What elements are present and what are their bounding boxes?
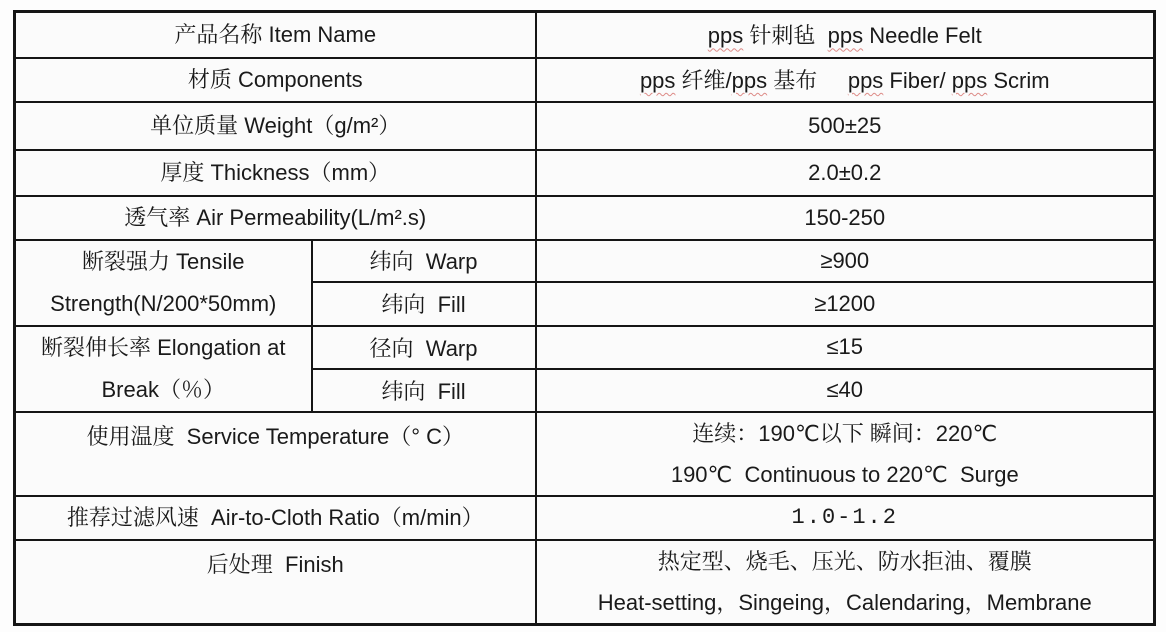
finish-line2: Heat-setting，Singeing，Calendaring，Membrane: [597, 589, 1092, 615]
row-air-to-cloth: [15, 496, 1155, 540]
tensile-fill-label: 纬向 Fill: [312, 282, 536, 326]
components-value: [536, 58, 1155, 102]
elongation-warp-label: 径向 Warp: [312, 326, 536, 369]
value-text: Needle Felt: [863, 23, 982, 49]
item-name-label: 产品名称 Item Name: [15, 12, 536, 58]
row-finish: [15, 540, 1155, 625]
value-text: Fiber/: [883, 68, 952, 93]
pps-word: pps: [731, 68, 768, 93]
row-components: [15, 58, 1155, 102]
value-text: 针刺毡: [743, 23, 828, 49]
air-to-cloth-value: 1.0-1.2: [536, 496, 1155, 540]
elongation-label: 断裂伸长率 Elongation at Break（％）: [15, 326, 312, 412]
service-temperature-line1: 连续：190℃以下 瞬间：220℃: [692, 420, 998, 446]
pps-word: pps: [707, 23, 744, 49]
air-to-cloth-label: 推荐过滤风速 Air-to-Cloth Ratio（m/min）: [15, 496, 536, 540]
row-item-name: [15, 12, 1155, 58]
value-text: 基布: [767, 68, 848, 93]
tensile-fill-value: ≥1200: [536, 282, 1155, 326]
pps-word: pps: [827, 23, 864, 49]
tensile-strength-label: 断裂强力 Tensile Strength(N/200*50mm): [15, 240, 312, 326]
item-name-value: [536, 12, 1155, 58]
service-temperature-label: 使用温度 Service Temperature（° C）: [15, 412, 536, 496]
pps-word: pps: [639, 68, 676, 93]
thickness-value: 2.0±0.2: [536, 150, 1155, 196]
row-service-temperature: [15, 412, 1155, 496]
finish-label: 后处理 Finish: [15, 540, 536, 625]
row-elongation-warp: [15, 326, 1155, 369]
weight-value: 500±25: [536, 102, 1155, 150]
row-air-permeability: [15, 196, 1155, 240]
finish-value: [536, 540, 1155, 625]
finish-line1: 热定型、烧毛、压光、防水拒油、覆膜: [657, 548, 1032, 574]
value-text: 纤维/: [675, 68, 732, 93]
thickness-label: 厚度 Thickness（mm）: [15, 150, 536, 196]
pps-word: pps: [951, 68, 988, 93]
spec-table: [13, 10, 1156, 626]
row-thickness: [15, 150, 1155, 196]
components-label: 材质 Components: [15, 58, 536, 102]
air-permeability-value: 150-250: [536, 196, 1155, 240]
elongation-fill-label: 纬向 Fill: [312, 369, 536, 412]
elongation-warp-value: ≤15: [536, 326, 1155, 369]
air-permeability-label: 透气率 Air Permeability(L/m².s): [15, 196, 536, 240]
service-temperature-value: [536, 412, 1155, 496]
value-text: Scrim: [987, 68, 1050, 93]
row-tensile-warp: [15, 240, 1155, 282]
service-temperature-line2: 190℃ Continuous to 220℃ Surge: [670, 461, 1019, 487]
tensile-warp-label: 纬向 Warp: [312, 240, 536, 282]
tensile-warp-value: ≥900: [536, 240, 1155, 282]
pps-word: pps: [847, 68, 884, 93]
row-weight: [15, 102, 1155, 150]
weight-label: 单位质量 Weight（g/m²）: [15, 102, 536, 150]
elongation-fill-value: ≤40: [536, 369, 1155, 412]
